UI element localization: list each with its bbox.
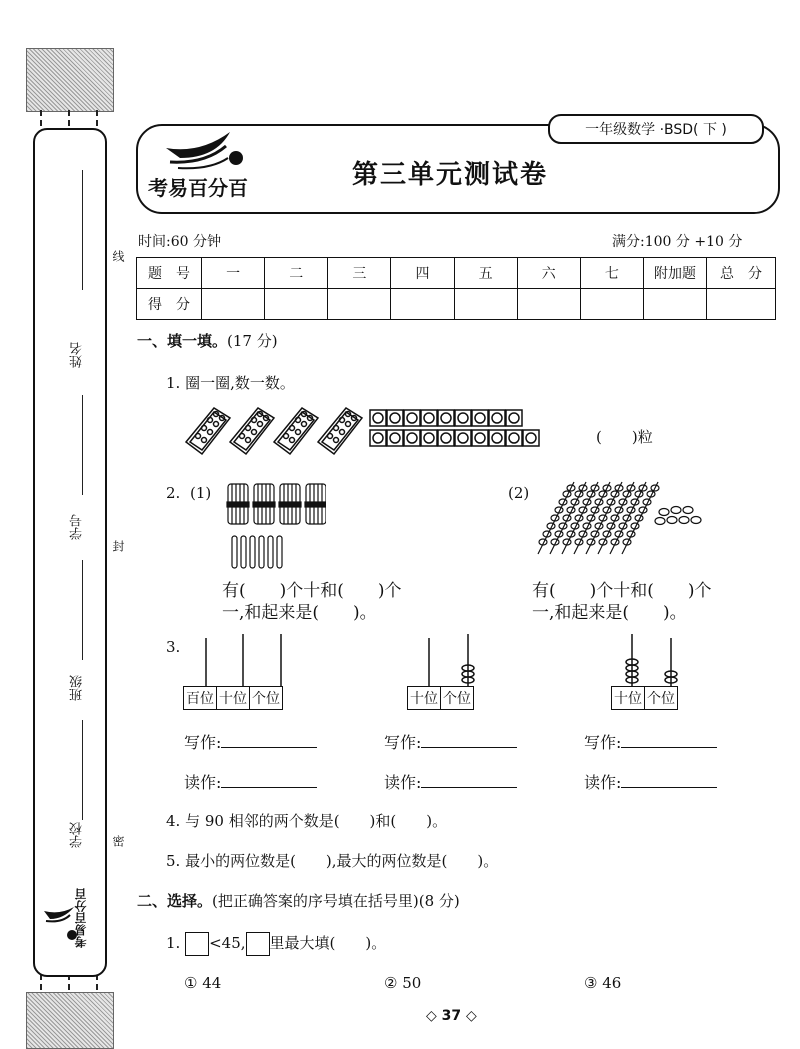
- score-header-cell: 二: [265, 258, 328, 289]
- score-table-header-row: [137, 258, 776, 289]
- blank-box[interactable]: [185, 932, 209, 956]
- logo-text: 考易百分百: [148, 176, 248, 200]
- abacus2-read[interactable]: [384, 770, 517, 793]
- page-title: 第三单元测试卷: [352, 160, 549, 190]
- score-input-cell[interactable]: [707, 289, 776, 320]
- abacus1-rods: [184, 632, 304, 688]
- score-header-cell: 五: [454, 258, 517, 289]
- id-label: 学号: [70, 514, 85, 540]
- q2a-label: (1): [190, 484, 212, 502]
- candy-packs-illustration: [184, 404, 544, 460]
- q3-label: 3.: [166, 638, 181, 656]
- q5-text[interactable]: 5. 最小的两位数是( ),最大的两位数是( )。: [166, 852, 499, 870]
- score-header-cell: 四: [391, 258, 454, 289]
- grade-tag: 一年级数学 ·BSD( 下 ): [548, 114, 764, 144]
- abacus2-label: 个位: [443, 691, 471, 707]
- beads-illustration: [534, 478, 714, 558]
- option-a[interactable]: ① 44: [184, 974, 222, 992]
- sticks-bundles-illustration: [226, 480, 326, 572]
- page-number: ◇ 37 ◇: [426, 1008, 477, 1024]
- time-info: 时间:60 分钟: [138, 234, 221, 250]
- school-field-line: [82, 720, 83, 820]
- score-table: [136, 257, 776, 320]
- section1-points: (17 分): [227, 332, 278, 350]
- abacus2-place-labels: [407, 686, 474, 710]
- score-header-cell: 总 分: [707, 258, 776, 289]
- class-field-line: [82, 560, 83, 660]
- class-label: 班级: [70, 675, 85, 701]
- read-label: 读作:: [584, 773, 622, 792]
- q2a-text-line2[interactable]: 一,和起来是( )。: [222, 603, 377, 623]
- score-input-cell[interactable]: [202, 289, 265, 320]
- binding-panel: [33, 128, 107, 977]
- score-input-cell[interactable]: [580, 289, 643, 320]
- q2b-text-line1[interactable]: 有( )个十和( )个: [532, 581, 712, 601]
- seal-feng-char: 封: [111, 540, 125, 552]
- abacus3-read[interactable]: [584, 770, 717, 793]
- abacus1-write[interactable]: [184, 730, 317, 753]
- score-header-cell: 一: [202, 258, 265, 289]
- option-c[interactable]: ③ 46: [584, 974, 622, 992]
- write-answer-line[interactable]: [621, 733, 717, 748]
- abacus3-label: 十位: [612, 687, 645, 709]
- q1-text: 1. 圈一圈,数一数。: [166, 374, 295, 392]
- write-label: 写作:: [584, 733, 622, 752]
- read-label: 读作:: [384, 773, 422, 792]
- s2-q1: [166, 932, 386, 956]
- score-input-cell[interactable]: [644, 289, 707, 320]
- score-input-cell[interactable]: [328, 289, 391, 320]
- read-label: 读作:: [184, 773, 222, 792]
- write-answer-line[interactable]: [421, 733, 517, 748]
- abacus2-rods-beads: [408, 632, 488, 688]
- s2-q1-inequality: <45,: [209, 934, 246, 952]
- binding-bottom-hatch: [26, 992, 114, 1049]
- logo-small-text: 考易百分百: [74, 888, 88, 948]
- abacus1-label: 十位: [217, 687, 250, 709]
- seal-mi-char: 密: [111, 835, 125, 847]
- score-input-cell[interactable]: [265, 289, 328, 320]
- s2-q1-suffix[interactable]: 里最大填( )。: [269, 934, 387, 952]
- abacus2-write[interactable]: [384, 730, 517, 753]
- score-table-score-row: [137, 289, 776, 320]
- score-header-cell: 题 号: [137, 258, 202, 289]
- write-label: 写作:: [384, 733, 422, 752]
- score-header-cell: 七: [580, 258, 643, 289]
- full-score-info: 满分:100 分 +10 分: [612, 234, 743, 250]
- option-b[interactable]: ② 50: [384, 974, 422, 992]
- read-answer-line[interactable]: [221, 773, 317, 788]
- section1-title: 一、填一填。: [137, 332, 228, 350]
- write-label: 写作:: [184, 733, 222, 752]
- q2b-text-line2[interactable]: 一,和起来是( )。: [532, 603, 687, 623]
- name-field-line: [82, 170, 83, 290]
- read-answer-line[interactable]: [421, 773, 517, 788]
- q4-text[interactable]: 4. 与 90 相邻的两个数是( )和( )。: [166, 812, 448, 830]
- abacus1-label: 个位: [252, 691, 280, 707]
- section2-subtext: (把正确答案的序号填在括号里)(8 分): [212, 892, 460, 910]
- seal-line-char: 线: [111, 250, 125, 262]
- abacus1-label: 百位: [184, 687, 217, 709]
- q1-answer[interactable]: ( )粒: [596, 428, 653, 446]
- s2-q1-number: 1.: [166, 934, 181, 952]
- q2a-text-line1[interactable]: 有( )个十和( )个: [222, 581, 402, 601]
- abacus3-write[interactable]: [584, 730, 717, 753]
- score-header-cell: 附加题: [644, 258, 707, 289]
- read-answer-line[interactable]: [621, 773, 717, 788]
- abacus1-read[interactable]: [184, 770, 317, 793]
- logo-comet-icon: [160, 128, 250, 178]
- score-header-cell: 六: [517, 258, 580, 289]
- id-field-line: [82, 395, 83, 495]
- section1-heading: [137, 330, 278, 351]
- abacus3-label: 个位: [647, 691, 675, 707]
- q2-label: 2.: [166, 484, 181, 502]
- abacus3-rods-beads: [612, 632, 692, 688]
- section2-heading: [137, 890, 460, 911]
- abacus2-label: 十位: [408, 687, 441, 709]
- abacus1-place-labels: [183, 686, 283, 710]
- score-input-cell[interactable]: [454, 289, 517, 320]
- score-row-label: 得 分: [137, 289, 202, 320]
- school-label: 学校: [70, 822, 85, 848]
- binding-top-hatch: [26, 48, 114, 112]
- abacus3-place-labels: [611, 686, 678, 710]
- score-input-cell[interactable]: [517, 289, 580, 320]
- name-label: 姓名: [70, 342, 85, 368]
- score-input-cell[interactable]: [391, 289, 454, 320]
- section2-title: 二、选择。: [137, 892, 213, 910]
- score-header-cell: 三: [328, 258, 391, 289]
- q2b-label: (2): [508, 484, 530, 502]
- write-answer-line[interactable]: [221, 733, 317, 748]
- blank-box-ref: [246, 932, 270, 956]
